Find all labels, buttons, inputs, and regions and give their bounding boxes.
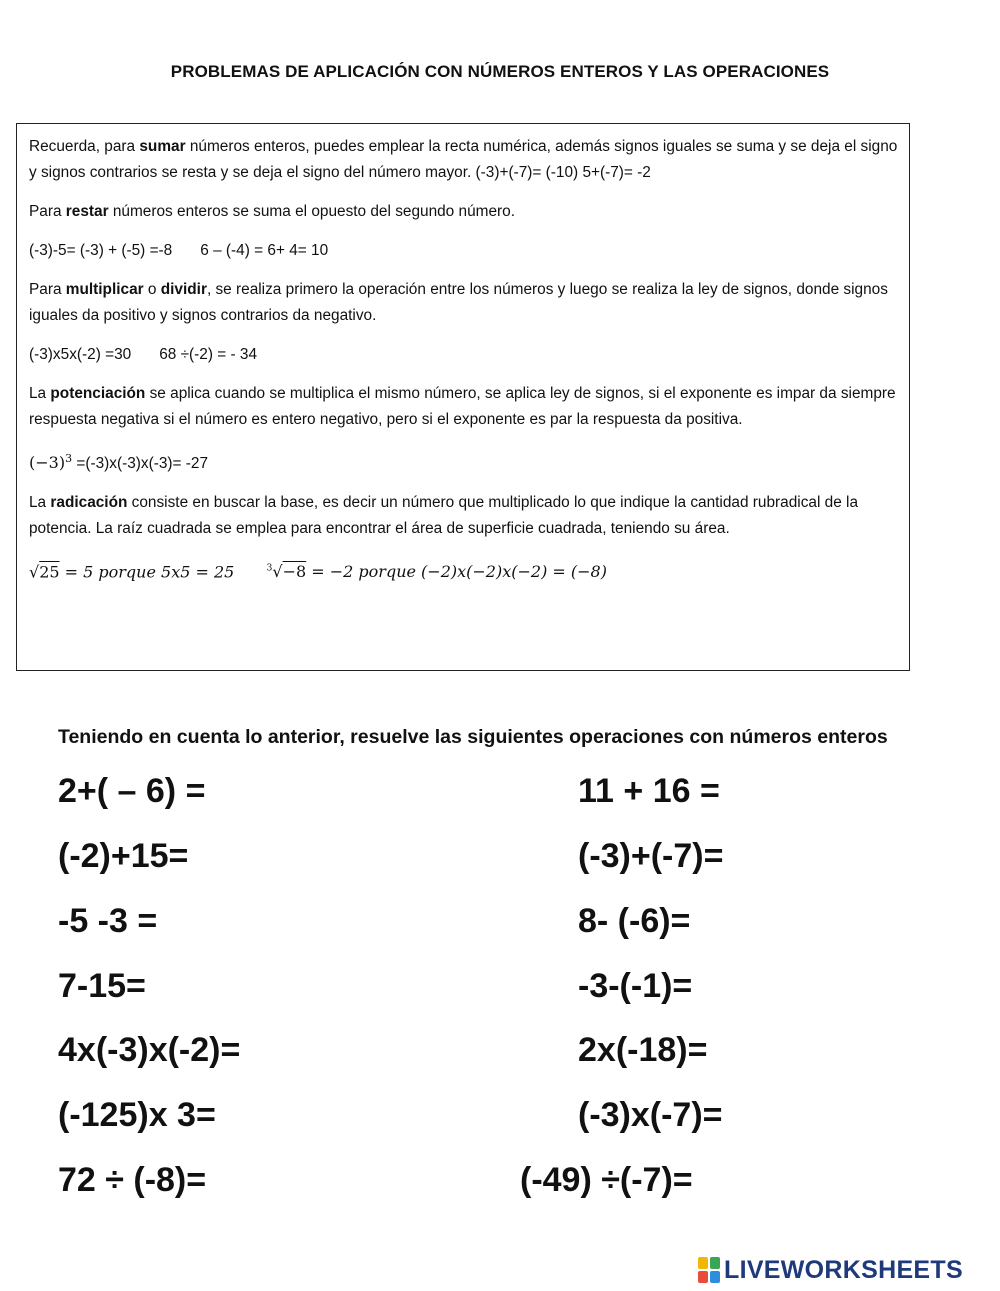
instruction-text: Teniendo en cuenta lo anterior, resuelve las siguientes operaciones con números enteros (58, 726, 888, 748)
exercise-left-1: 2+( – 6) = (58, 772, 206, 810)
pot-exponent: 3 (65, 452, 73, 465)
exercise-left-4: 7-15= (58, 967, 146, 1005)
exercise-right-7: (-49) ÷(-7)= (520, 1161, 693, 1199)
exercise-right-5: 2x(-18)= (578, 1031, 708, 1069)
exercise-right-3: 8- (-6)= (578, 902, 691, 940)
rad-examples (29, 555, 899, 587)
page-title: PROBLEMAS DE APLICACIÓN CON NÚMEROS ENTEROS Y LAS OPERACIONES (170, 62, 830, 81)
exercise-left-3: -5 -3 = (58, 902, 158, 940)
logo-text: LIVEWORKSHEETS (724, 1255, 963, 1284)
liveworksheets-logo (698, 1255, 963, 1285)
exercise-left-5: 4x(-3)x(-2)= (58, 1031, 241, 1069)
root-sign-icon: √ (272, 562, 283, 582)
restar-paragraph: Para restar números enteros se suma el opuesto del segundo número. (29, 203, 515, 220)
exercise-right-6: (-3)x(-7)= (578, 1096, 723, 1134)
pot-base: (−3) (29, 453, 66, 473)
pot-paragraph: La potenciación se aplica cuando se multiplica el mismo número, se aplica ley de signos, si el exponente es impar da siempre respuesta negativa si el número es entero negativo, pero si el exponente es par la respuesta da positiva. (29, 385, 896, 428)
sqrt-sign-icon: √ (29, 562, 40, 582)
mult-paragraph: Para multiplicar o dividir, se realiza primero la operación entre los números y luego se realiza la ley de signos, donde signos iguales da positivo y signos contrarios da negativo. (29, 281, 888, 324)
rad-paragraph: La radicación consiste en buscar la base, es decir un número que multiplicado lo que indique la cantidad rubradical de la potencia. La raíz cuadrada se emplea para encontrar el área de superficie cuadrada, teniendo su área. (29, 494, 859, 538)
pot-example: $(-3)^3 =(-3)x(-3)x(-3)= -27$ (29, 452, 209, 473)
exercise-right-2: (-3)+(-7)= (578, 837, 724, 875)
exercise-right-4: -3-(-1)= (578, 967, 693, 1005)
sumar-paragraph: Recuerda, para sumar números enteros, puedes emplear la recta numérica, además signos iguales se suma y se deja el signo y signos contrarios se resta y se deja el signo del número mayor. (-3)+(-7)= (-10) 5+(-7)= -2 (29, 138, 898, 181)
theory-box (16, 123, 910, 671)
restar-examples: (-3)-5= (-3) + (-5) =-8 6 – (-4) = 6+ 4= 10 (29, 242, 329, 259)
exercise-right-1: 11 + 16 = (578, 772, 720, 810)
sqrt-example: √25 = 5 porque 5x5 = 25 (29, 562, 235, 582)
exercise-left-7: 72 ÷ (-8)= (58, 1161, 207, 1199)
logo-icon (698, 1257, 720, 1283)
exercise-left-6: (-125)x 3= (58, 1096, 216, 1134)
mult-examples: (-3)x5x(-2) =30 68 ÷(-2) = - 34 (29, 346, 258, 363)
exercise-left-2: (-2)+15= (58, 837, 189, 875)
cbrt-example: $^3$√−8 = −2 porque (−2)x(−2)x(−2) = (−8) (266, 562, 607, 582)
